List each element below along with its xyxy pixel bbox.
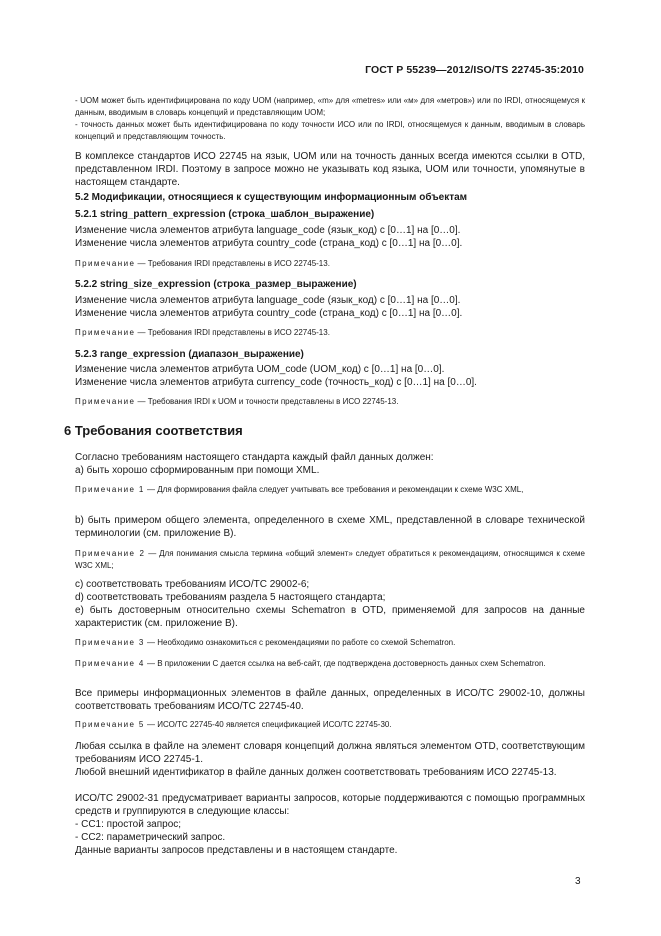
note-text: — Требования IRDI к UOM и точности представлены в ИСО 22745-13.: [135, 397, 399, 406]
note-label: Примечание 3: [75, 638, 145, 647]
note: [75, 484, 585, 496]
paragraph: - CC1: простой запрос;: [75, 819, 182, 830]
note-text: — Требования IRDI представлены в ИСО 22745-13.: [135, 328, 330, 337]
paragraph: - точность данных может быть идентифицирована по коду точности ИСО или по IRDI, относящемуся к данным, вводимым в словарь концепций и представляющим точность.: [75, 120, 585, 141]
paragraph: Изменение числа элементов атрибута currency_code (точность_код) с [0…1] на [0…0].: [75, 377, 477, 388]
note-label: Примечание: [75, 397, 136, 406]
note-text: — Необходимо ознакомиться с рекомендациями по работе со схемой Schematron.: [144, 638, 456, 647]
paragraph: Изменение числа элементов атрибута language_code (язык_код) с [0…1] на [0…0].: [75, 225, 461, 236]
note: [75, 258, 585, 270]
note-label: Примечание 4: [75, 659, 145, 668]
paragraph: Изменение числа элементов атрибута country_code (страна_код) с [0…1] на [0…0].: [75, 238, 463, 249]
note: [75, 396, 585, 408]
note-label: Примечание 1: [75, 485, 145, 494]
note-text: — Для формирования файла следует учитывать все требования и рекомендации к схеме W3C XML,: [144, 485, 524, 494]
page-number: 3: [575, 876, 581, 887]
note-label: Примечание 5: [75, 720, 145, 729]
paragraph: - UOM может быть идентифицирована по коду UOM (например, «m» для «metres» или «м» для «метров») или по IRDI, относящемуся к данным, вводимым в словарь концепций и представляющим UOM;: [75, 96, 585, 117]
paragraph: Любой внешний идентификатор в файле данных должен соответствовать требованиям ИСО 22745-13.: [75, 767, 557, 778]
paragraph: В комплексе стандартов ИСО 22745 на язык, UOM или на точность данных всегда имеются ссылки в OTD, представленном IRDI. Поэтому в запросе можно не указывать код языка, UOM или точности, упомянутые в настоящем стандарте.: [75, 151, 585, 188]
subsection-heading: 5.2.2 string_size_expression (строка_размер_выражение): [75, 279, 357, 290]
section-heading: 6 Требования соответствия: [64, 423, 243, 438]
note-label: Примечание: [75, 328, 136, 337]
note: [75, 548, 585, 572]
paragraph: Изменение числа элементов атрибута UOM_code (UOM_код) с [0…1] на [0…0].: [75, 364, 445, 375]
note-text: — В приложении С дается ссылка на веб-сайт, где подтверждена достоверность данных схем Schematron.: [144, 659, 546, 668]
paragraph: Согласно требованиям настоящего стандарта каждый файл данных должен:: [75, 452, 434, 463]
note-label: Примечание: [75, 259, 136, 268]
paragraph: Изменение числа элементов атрибута language_code (язык_код) с [0…1] на [0…0].: [75, 295, 461, 306]
paragraph: Все примеры информационных элементов в файле данных, определенных в ИСО/ТС 29002-10, должны соответствовать требованиям ИСО/ТС 22745-40.: [75, 688, 585, 712]
note-label: Примечание 2: [75, 549, 146, 558]
note: [75, 327, 585, 339]
subsection-heading: 5.2 Модификации, относящиеся к существующим информационным объектам: [75, 192, 468, 203]
subsection-heading: 5.2.1 string_pattern_expression (строка_шаблон_выражение): [75, 209, 375, 220]
paragraph: a) быть хорошо сформированным при помощи XML.: [75, 465, 320, 476]
document-header: ГОСТ Р 55239—2012/ISO/TS 22745-35:2010: [365, 64, 584, 76]
note: [75, 637, 585, 649]
note: [75, 719, 585, 731]
paragraph: d) соответствовать требованиям раздела 5 настоящего стандарта;: [75, 592, 386, 603]
note-text: — Требования IRDI представлены в ИСО 22745-13.: [135, 259, 330, 268]
paragraph: - CC2: параметрический запрос.: [75, 832, 226, 843]
paragraph: b) быть примером общего элемента, определенного в схеме XML, представленной в словаре технической терминологии (см. приложение В).: [75, 515, 585, 539]
subsection-heading: 5.2.3 range_expression (диапазон_выражение): [75, 349, 304, 360]
paragraph: c) соответствовать требованиям ИСО/ТС 29002-6;: [75, 579, 310, 590]
paragraph: ИСО/ТС 29002-31 предусматривает варианты запросов, которые поддерживаются с помощью программных средств и группируются в следующие классы:: [75, 793, 585, 817]
note-text: — Для понимания смысла термина «общий элемент» следует обратиться к рекомендациям, относящимся к схеме W3C XML;: [75, 549, 585, 570]
paragraph: Любая ссылка в файле на элемент словаря концепций должна являться элементом OTD, соответствующим требованиям ИСО 22745-1.: [75, 741, 585, 765]
paragraph: Изменение числа элементов атрибута country_code (страна_код) с [0…1] на [0…0].: [75, 308, 463, 319]
paragraph: Данные варианты запросов представлены и в настоящем стандарте.: [75, 845, 398, 856]
paragraph: e) быть достоверным относительно схемы Schematron в OTD, применяемой для запросов на данные характеристик (см. приложение В).: [75, 605, 585, 629]
note: [75, 658, 585, 670]
note-text: — ИСО/ТС 22745-40 является спецификацией ИСО/ТС 22745-30.: [144, 720, 392, 729]
